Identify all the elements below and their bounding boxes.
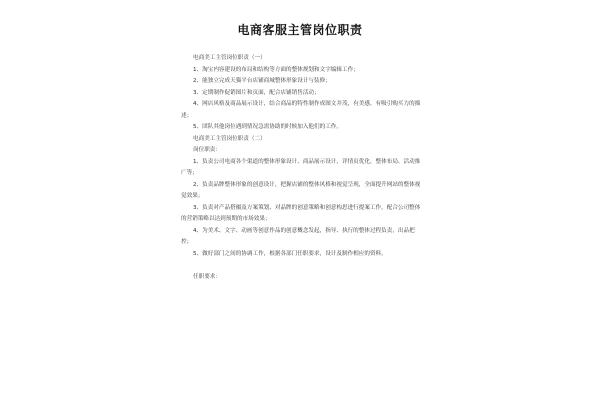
section-heading-1: 电商美工主管岗位职责（一） <box>193 55 266 61</box>
paragraph: 1、负责公司电商各个渠道的整体形象设计、商品展示设计，详情页优化，整体布局、活动推广等； <box>181 158 421 176</box>
paragraph: 5、团队其他岗位遇到情况急需协助的时候加入他们的工作。 <box>193 124 342 130</box>
paragraph: 5、做好部门之间的协调工作，根据各部门任职要求，设计及制作相应的资料。 <box>193 250 387 257</box>
spacer <box>181 260 425 272</box>
document-body <box>181 53 425 283</box>
subheading-duties: 岗位职责： <box>193 147 221 153</box>
section-heading-2: 电商美工主管岗位职责（二） <box>193 135 266 142</box>
paragraph: 4、网店风格及商品展示设计，结合商品的特性制作成图文并茂，有美感，有吸引购买力的描述； <box>181 101 421 119</box>
paragraph: 2、能独立完成天猫平台店铺商城整体形象设计与装修； <box>193 78 331 84</box>
document-title: 电商客服主管岗位职责 <box>237 23 363 37</box>
paragraph: 3、负责对产品搭摄及方案策划、对品牌的创意策略和创意构思进行提案工作，配合公司整体的营销策略以达到预期的市场效果； <box>181 204 421 222</box>
subheading-requirements: 任职要求： <box>193 273 221 280</box>
paragraph: 4、为美术、文字、动画等创意作品的创意概念发起，指导、执行的整体过程负责，出品把控； <box>181 227 415 245</box>
paragraph: 2、负责品牌整体形象的创意设计，把握店铺的整体风格和视觉呈现，全面提升网站的整体视觉效果； <box>181 181 421 199</box>
paragraph: 3、定期制作促销图片和页面，配合店铺销售活动； <box>193 89 320 96</box>
paragraph: 1、淘宝内容建设的布局和结构等方面的整体规划和文字编辑工作； <box>193 66 359 73</box>
